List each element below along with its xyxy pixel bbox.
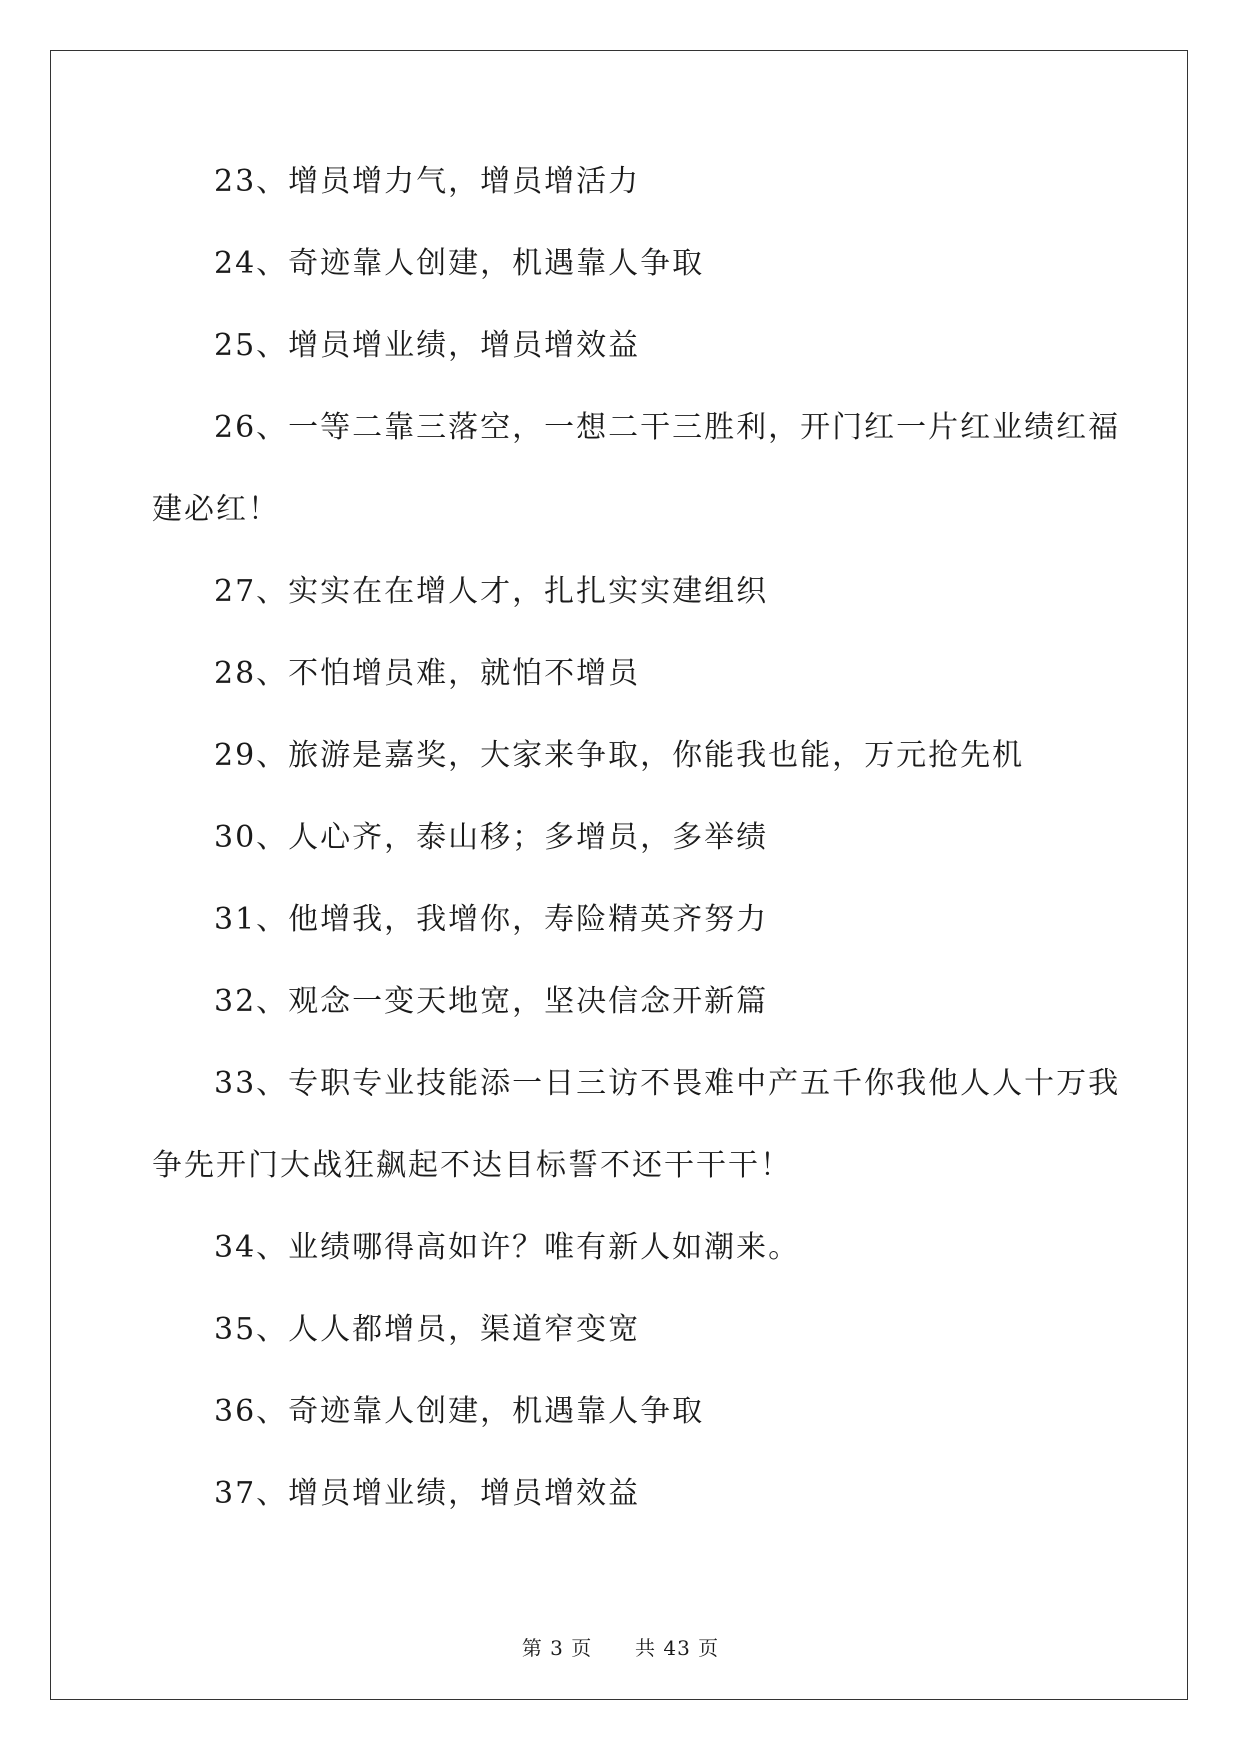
slogan-line: 33、专职专业技能添一日三访不畏难中产五千你我他人人十万我 bbox=[214, 1066, 1121, 1101]
slogan-line: 37、增员增业绩，增员增效益 bbox=[214, 1476, 641, 1511]
slogan-line-continuation: 建必红！ bbox=[152, 492, 280, 527]
slogan-line: 30、人心齐，泰山移；多增员，多举绩 bbox=[214, 820, 769, 855]
slogan-line: 23、增员增力气，增员增活力 bbox=[214, 164, 641, 199]
slogan-line: 25、增员增业绩，增员增效益 bbox=[214, 328, 641, 363]
slogan-line: 29、旅游是嘉奖，大家来争取，你能我也能，万元抢先机 bbox=[214, 738, 1025, 773]
slogan-line-continuation: 争先开门大战狂飙起不达目标誓不还干干干！ bbox=[152, 1148, 792, 1183]
slogan-line: 26、一等二靠三落空，一想二干三胜利，开门红一片红业绩红福 bbox=[214, 410, 1121, 445]
slogan-line: 32、观念一变天地宽，坚决信念开新篇 bbox=[214, 984, 769, 1019]
slogan-line: 24、奇迹靠人创建，机遇靠人争取 bbox=[214, 246, 705, 281]
page-number: 第 3 页 bbox=[521, 1636, 593, 1660]
slogan-line: 35、人人都增员，渠道窄变宽 bbox=[214, 1312, 641, 1347]
slogan-line: 27、实实在在增人才，扎扎实实建组织 bbox=[214, 574, 769, 609]
document-body bbox=[152, 164, 1121, 1559]
page-footer bbox=[0, 1632, 1241, 1661]
slogan-line: 34、业绩哪得高如许？唯有新人如潮来。 bbox=[214, 1230, 801, 1265]
slogan-line: 28、不怕增员难，就怕不增员 bbox=[214, 656, 641, 691]
page-total: 共 43 页 bbox=[635, 1636, 720, 1660]
slogan-line: 36、奇迹靠人创建，机遇靠人争取 bbox=[214, 1394, 705, 1429]
slogan-line: 31、他增我，我增你，寿险精英齐努力 bbox=[214, 902, 769, 937]
